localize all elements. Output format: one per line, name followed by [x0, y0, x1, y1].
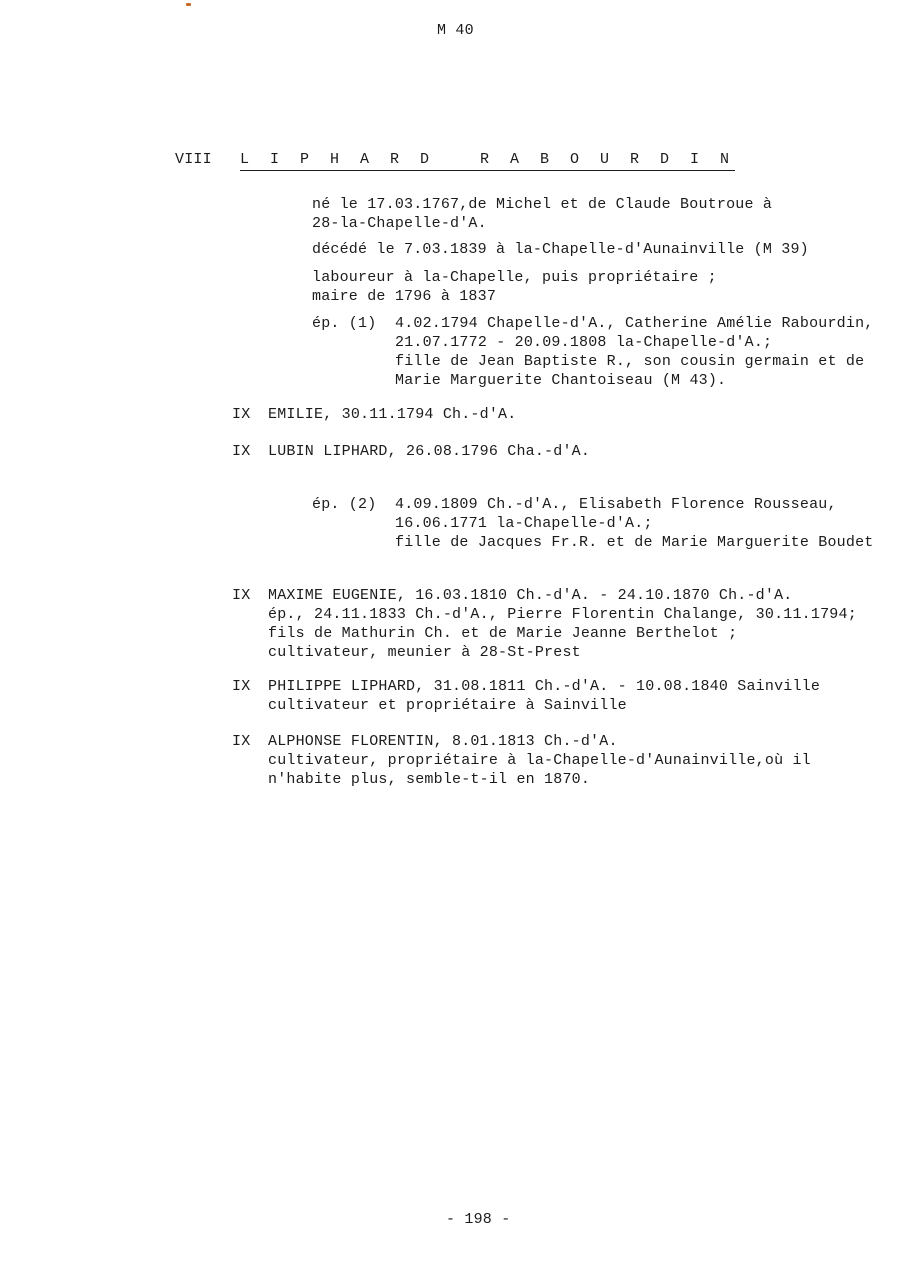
person-name: L I P H A R D R A B O U R D I N [240, 150, 735, 171]
child-generation: IX [232, 406, 251, 423]
child-entry: ép., 24.11.1833 Ch.-d'A., Pierre Florentin Chalange, 30.11.1794; [268, 606, 857, 623]
marriage-line: fille de Jean Baptiste R., son cousin germain et de [395, 353, 865, 370]
child-generation: IX [232, 733, 251, 750]
child-entry: LUBIN LIPHARD, 26.08.1796 Cha.-d'A. [268, 443, 591, 460]
marriage-line: Marie Marguerite Chantoiseau (M 43). [395, 372, 727, 389]
child-entry: PHILIPPE LIPHARD, 31.08.1811 Ch.-d'A. - 10.08.1840 Sainville [268, 678, 821, 695]
page-number: - 198 - [446, 1211, 511, 1228]
marriage-line: 4.02.1794 Chapelle-d'A., Catherine Amélie Rabourdin, [395, 315, 874, 332]
marriage-line: 16.06.1771 la-Chapelle-d'A.; [395, 515, 653, 532]
marriage-line: 21.07.1772 - 20.09.1808 la-Chapelle-d'A.; [395, 334, 773, 351]
birth-line: né le 17.03.1767,de Michel et de Claude Boutroue à [312, 196, 773, 213]
birth-line: 28-la-Chapelle-d'A. [312, 215, 487, 232]
child-entry: n'habite plus, semble-t-il en 1870. [268, 771, 591, 788]
generation-label: VIII [175, 151, 212, 168]
child-generation: IX [232, 587, 251, 604]
child-entry: cultivateur et propriétaire à Sainville [268, 697, 627, 714]
marriage-label: ép. (1) [312, 315, 377, 332]
death-line: décédé le 7.03.1839 à la-Chapelle-d'Aunainville (M 39) [312, 241, 809, 258]
occupation-line: maire de 1796 à 1837 [312, 288, 497, 305]
occupation-line: laboureur à la-Chapelle, puis propriétaire ; [312, 269, 717, 286]
child-entry: cultivateur, propriétaire à la-Chapelle-d'Aunainville,où il [268, 752, 811, 769]
child-generation: IX [232, 678, 251, 695]
ink-speck [186, 3, 191, 6]
marriage-label: ép. (2) [312, 496, 377, 513]
child-entry: ALPHONSE FLORENTIN, 8.01.1813 Ch.-d'A. [268, 733, 618, 750]
marriage-line: 4.09.1809 Ch.-d'A., Elisabeth Florence Rousseau, [395, 496, 837, 513]
child-entry: MAXIME EUGENIE, 16.03.1810 Ch.-d'A. - 24.10.1870 Ch.-d'A. [268, 587, 793, 604]
marriage-line: fille de Jacques Fr.R. et de Marie Marguerite Boudet [395, 534, 874, 551]
page-header: M 40 [437, 22, 474, 39]
child-entry: EMILIE, 30.11.1794 Ch.-d'A. [268, 406, 517, 423]
child-entry: fils de Mathurin Ch. et de Marie Jeanne Berthelot ; [268, 625, 738, 642]
child-entry: cultivateur, meunier à 28-St-Prest [268, 644, 581, 661]
child-generation: IX [232, 443, 251, 460]
